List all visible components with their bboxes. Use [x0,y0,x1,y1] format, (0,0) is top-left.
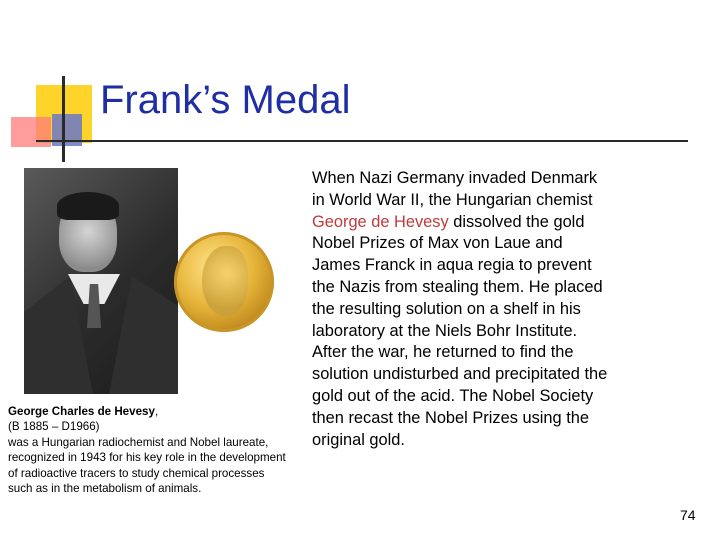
photo-hair [57,192,119,220]
slide-title: Frank’s Medal [100,78,351,122]
caption-dates: (B 1885 – D1966) [8,420,100,434]
caption-description: was a Hungarian radiochemist and Nobel laureate, recognized in 1943 for his key role in the development of radioactive tracers to study chemical processes such as in the metabolism of animals. [8,435,286,496]
vertical-rule [62,76,65,162]
body-highlight-name: George de Hevesy [312,212,449,231]
red-block [11,117,51,147]
body-text-before: When Nazi Germany invaded Denmark in World War II, the Hungarian chemist [312,169,598,209]
portrait-photo [24,168,178,394]
nobel-medal-image [174,232,274,332]
body-text [312,168,612,451]
caption-name: George Charles de Hevesy [8,405,155,418]
photo-caption [8,404,290,496]
page-number: 74 [680,507,696,523]
title-decoration [0,0,110,170]
title-rule [36,140,688,142]
caption-name-suffix: , [154,405,159,418]
body-text-after: dissolved the gold Nobel Prizes of Max von Laue and James Franck in aqua regia to prevent the Nazis from stealing them. He placed the resulting solution on a shelf in his laboratory at the Niels Bohr Institute. After the war, he returned to find the solution undisturbed and precipitated the gold out of the acid. The Nobel Society then recast the Nobel Prizes using the original gold. [312,212,608,449]
medal-profile [202,246,248,316]
